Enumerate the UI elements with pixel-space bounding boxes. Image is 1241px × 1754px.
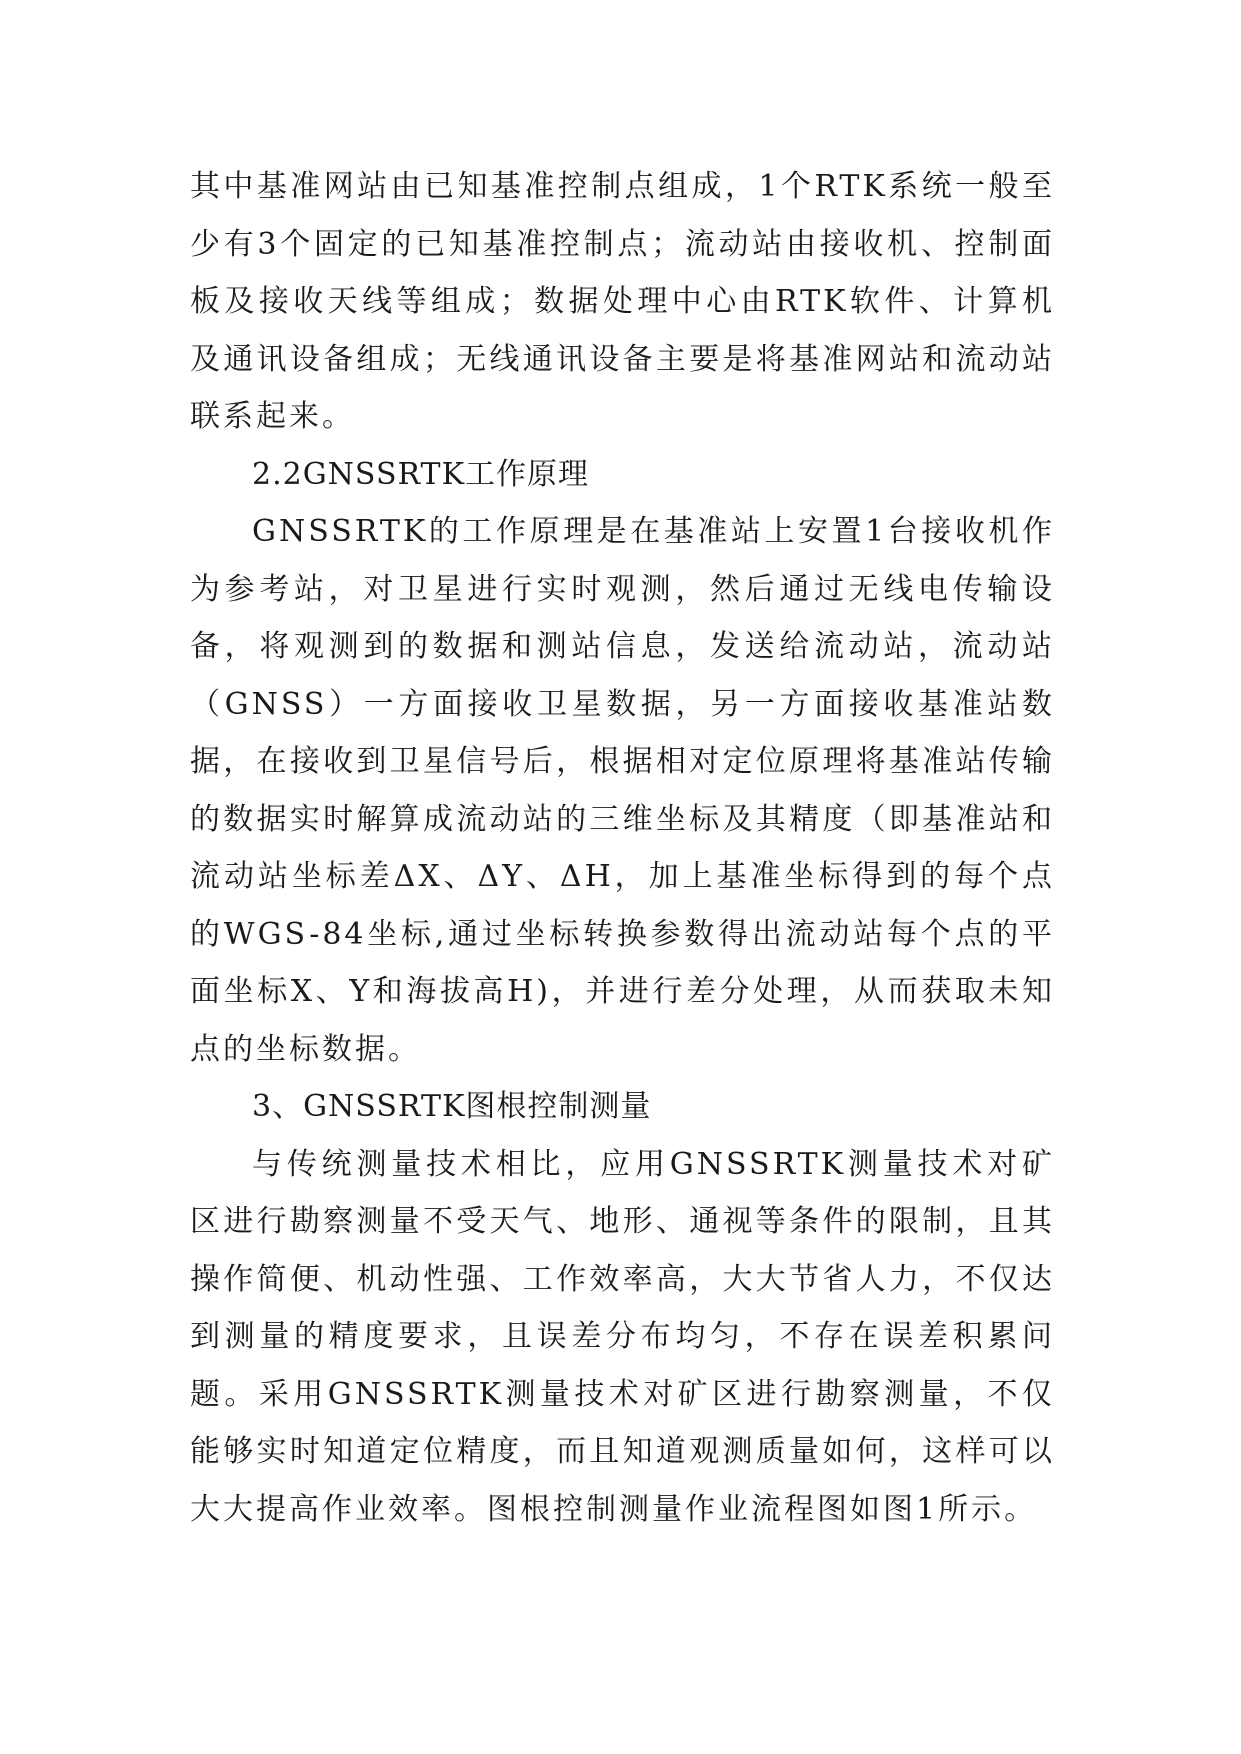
- document-body: [190, 158, 1055, 1538]
- paragraph-working-principle: GNSSRTK的工作原理是在基准站上安置1台接收机作为参考站，对卫星进行实时观测，然后通过无线电传输设备，将观测到的数据和测站信息，发送给流动站，流动站（GNSS）一方面接收卫星数据，另一方面接收基准站数据，在接收到卫星信号后，根据相对定位原理将基准站传输的数据实时解算成流动站的三维坐标及其精度（即基准站和流动站坐标差ΔX、ΔY、ΔH，加上基准坐标得到的每个点的WGS-84坐标,通过坐标转换参数得出流动站每个点的平面坐标X、Y和海拔高H)，并进行差分处理，从而获取未知点的坐标数据。: [190, 514, 1055, 1067]
- paragraph-rtk-system-components: 其中基准网站由已知基准控制点组成，1个RTK系统一般至少有3个固定的已知基准控制点；流动站由接收机、控制面板及接收天线等组成；数据处理中心由RTK软件、计算机及通讯设备组成；无线通讯设备主要是将基准网站和流动站联系起来。: [190, 169, 1055, 434]
- paragraph-control-survey: 与传统测量技术相比，应用GNSSRTK测量技术对矿区进行勘察测量不受天气、地形、通视等条件的限制，且其操作简便、机动性强、工作效率高，大大节省人力，不仅达到测量的精度要求，且误差分布均匀，不存在误差积累问题。采用GNSSRTK测量技术对矿区进行勘察测量，不仅能够实时知道定位精度，而且知道观测质量如何，这样可以大大提高作业效率。图根控制测量作业流程图如图1所示。: [190, 1146, 1055, 1527]
- section-heading-control-survey: 3、GNSSRTK图根控制测量: [252, 1089, 652, 1124]
- section-heading-working-principle: 2.2GNSSRTK工作原理: [252, 456, 589, 492]
